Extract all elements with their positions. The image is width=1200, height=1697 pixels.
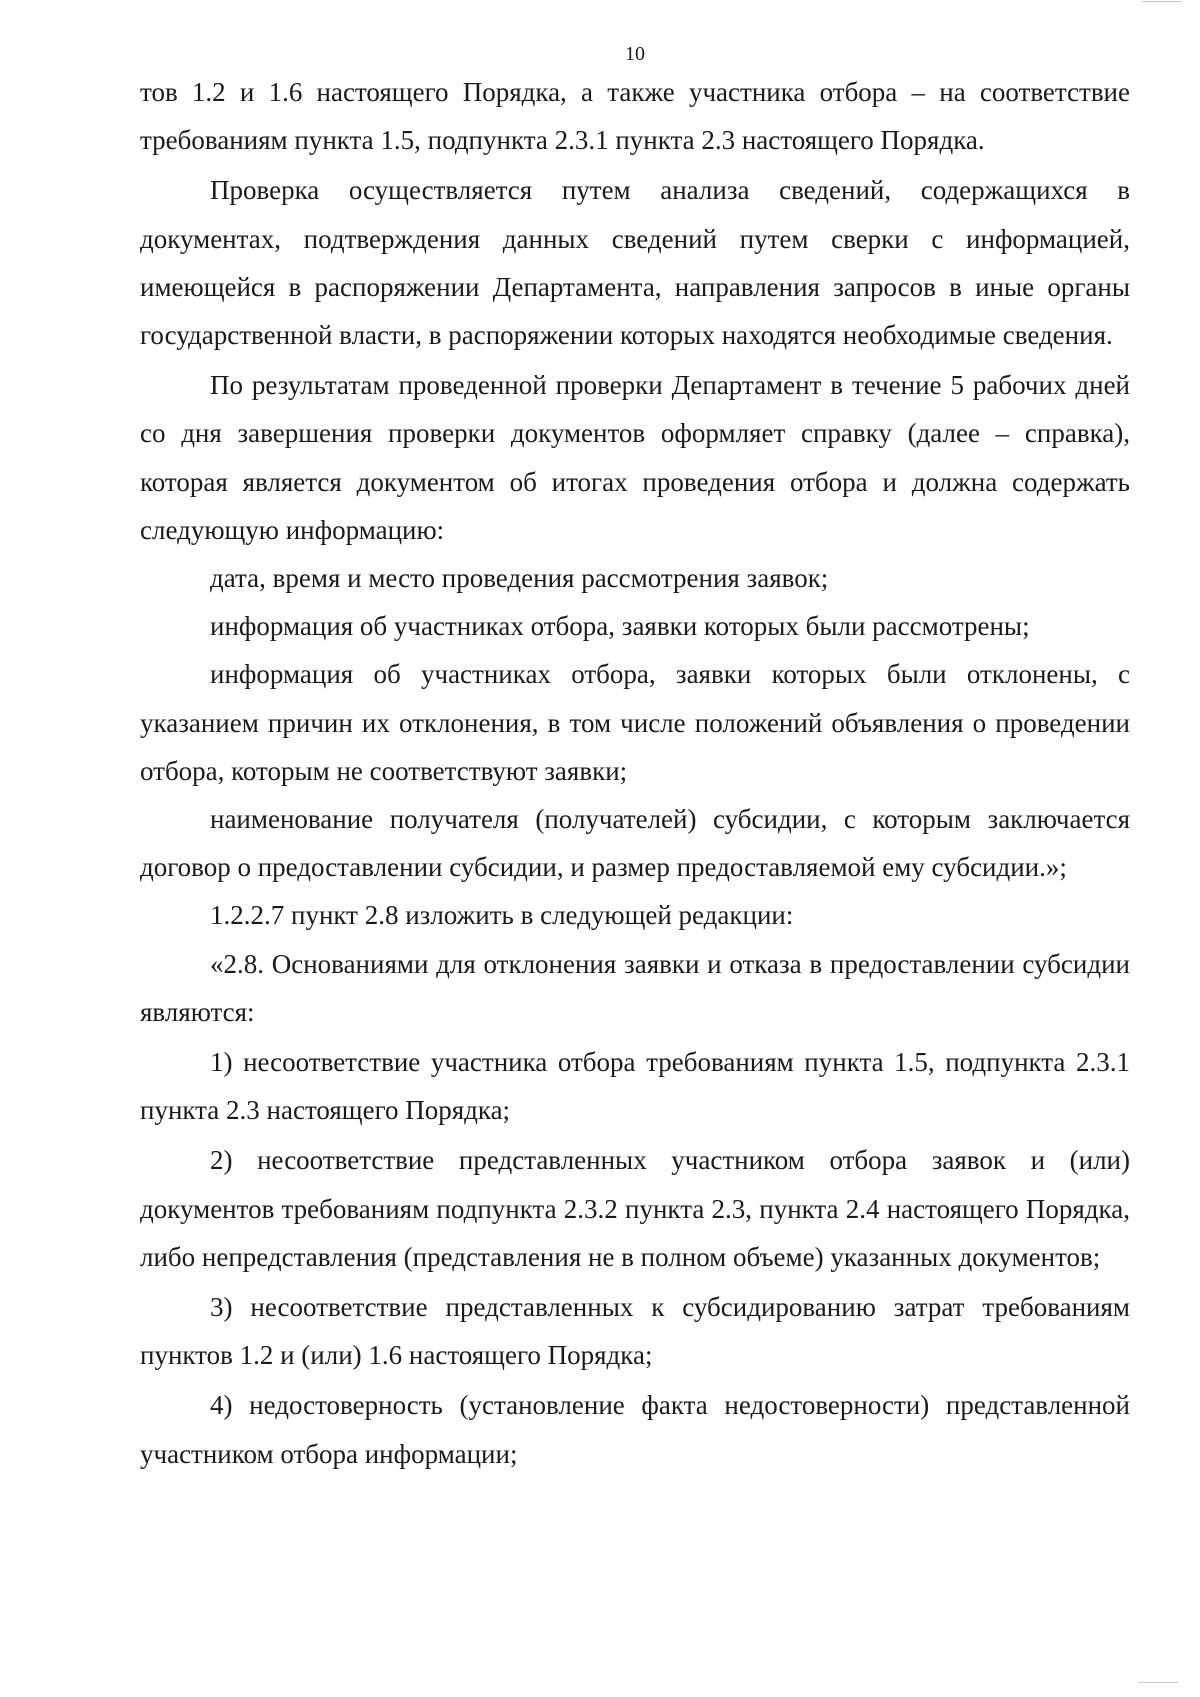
ground-item-2: 2) несоответствие представленных участником отбора заявок и (или) документов требованиям подпункта 2.3.2 пункта 2.3, пункта 2.4 настоящего Порядка, либо непредставления (представления не в полном объеме) указанных документов; [140,1145,1130,1272]
ground-item-3: 3) несоответствие представленных к субсидированию затрат требованиям пунктов 1.2 и (или) 1.6 настоящего Порядка; [140,1292,1130,1371]
paragraph-certificate: По результатам проведенной проверки Департамент в течение 5 рабочих дней со дня завершения проверки документов оформляет справку (далее – справка), которая является документом об итогах проведения отбора и должна содержать следующую информацию: [140,370,1130,545]
ground-item-4: 4) недостоверность (установление факта недостоверности) представленной участником отбора информации; [140,1390,1130,1469]
paragraph-clause-2-8: «2.8. Основаниями для отклонения заявки и отказа в предоставлении субсидии являются: [140,948,1130,1027]
scan-edge-mark [1142,1,1182,2]
list-item-rejected-participants: информация об участниках отбора, заявки которых были отклонены, с указанием причин их отклонения, в том числе положений объявления о проведении отбора, которым не соответствуют заявки; [140,659,1130,786]
list-item-recipient: наименование получателя (получателей) субсидии, с которым заключается договор о предоставлении субсидии, и размер предоставляемой ему субсидии.»; [140,804,1130,883]
paragraph-continuation: тов 1.2 и 1.6 настоящего Порядка, а также участника отбора – на соответствие требованиям пункта 1.5, подпункта 2.3.1 пункта 2.3 настоящего Порядка. [140,77,1130,156]
scan-edge-mark [1138,1682,1178,1683]
paragraph-verification: Проверка осуществляется путем анализа сведений, содержащихся в документах, подтверждения данных сведений путем сверки с информацией, имеющейся в распоряжении Департамента, направления запросов в иные органы государственной власти, в распоряжении которых находятся необходимые сведения. [140,175,1130,351]
page-number: 10 [625,43,645,65]
paragraph-amendment: 1.2.2.7 пункт 2.8 изложить в следующей редакции: [210,900,794,931]
document-body [140,68,1130,1478]
list-item-reviewed-participants: информация об участниках отбора, заявки которых были рассмотрены; [210,611,1030,642]
list-item-date-time-place: дата, время и место проведения рассмотрения заявок; [210,563,829,594]
ground-item-1: 1) несоответствие участника отбора требованиям пункта 1.5, подпункта 2.3.1 пункта 2.3 настоящего Порядка; [140,1047,1130,1126]
